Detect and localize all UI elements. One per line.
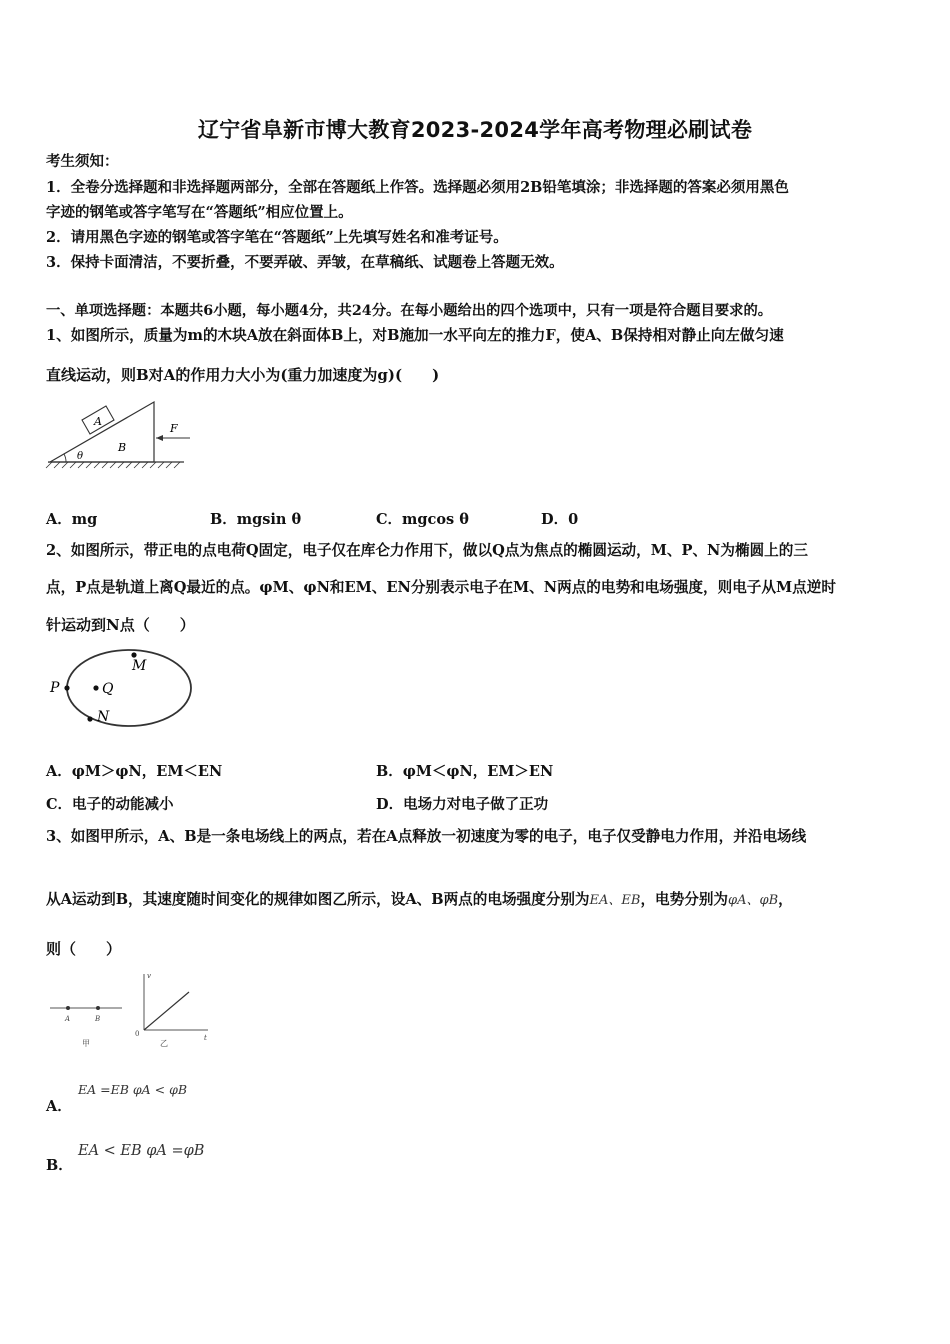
label-a: A bbox=[94, 415, 102, 428]
q2-text: 2、如图所示，带正电的点电荷Q固定，电子仅在库仑力作用下，做以Q点为焦点的椭圆运动，M、P、N为椭圆上的三 bbox=[46, 542, 808, 559]
q3-text: ， bbox=[778, 891, 793, 908]
page-title: 辽宁省阜新市博大教育2023-2024学年高考物理必刷试卷 bbox=[197, 118, 753, 142]
q2-text: 点，P点是轨道上离Q最近的点。φM、φN和EM、EN分别表示电子在M、N两点的电势和电场强度，则电子从M点逆时 bbox=[46, 579, 836, 596]
label-o: 0 bbox=[135, 1030, 140, 1038]
q3-text: 则（ ） bbox=[46, 940, 122, 958]
label-m: M bbox=[132, 658, 147, 674]
q3-math-e: EA、EB bbox=[589, 893, 641, 908]
q2-ellipse-figure bbox=[44, 646, 196, 732]
q3-text-line2 bbox=[46, 890, 793, 911]
label-v: v bbox=[147, 972, 151, 980]
q3-text: 从A运动到B，其速度随时间变化的规律如图乙所示，设A、B两点的电场强度分别为 bbox=[46, 891, 590, 908]
label-a: A bbox=[65, 1015, 71, 1023]
q1-option-d: D．0 bbox=[541, 511, 579, 528]
label-p: P bbox=[50, 680, 60, 696]
label-theta: θ bbox=[77, 451, 84, 462]
label-b: B bbox=[118, 441, 127, 454]
q3-text: ，电势分别为 bbox=[640, 891, 729, 908]
q3-option-a-math: EA =EB φA < φB bbox=[78, 1082, 188, 1097]
q2-option-c: C．电子的动能减小 bbox=[46, 796, 174, 813]
label-f: F bbox=[170, 422, 178, 435]
q1-option-a: A．mg bbox=[46, 511, 98, 528]
q2-option-b: B．φM＜φN，EM＞EN bbox=[376, 763, 554, 780]
q3-option-a-label: A． bbox=[46, 1098, 72, 1115]
q3-figures bbox=[46, 968, 216, 1050]
q1-option-c: C．mgcos θ bbox=[376, 511, 469, 528]
notice-line: 3．保持卡面清洁，不要折叠，不要弄破、弄皱，在草稿纸、试题卷上答题无效。 bbox=[46, 254, 564, 271]
q3-option-b-math: EA < EB φA =φB bbox=[78, 1143, 205, 1159]
q3-option-b-label: B． bbox=[46, 1157, 73, 1174]
q1-option-b: B．mgsin θ bbox=[210, 511, 302, 528]
label-jia: 甲 bbox=[82, 1039, 90, 1048]
label-yi: 乙 bbox=[160, 1039, 168, 1048]
q2-option-a: A．φM＞φN，EM＜EN bbox=[46, 763, 223, 780]
notice-heading: 考生须知： bbox=[46, 153, 119, 170]
q3-text: 3、如图甲所示，A、B是一条电场线上的两点，若在A点释放一初速度为零的电子，电子仅受静电力作用，并沿电场线 bbox=[46, 828, 807, 845]
section-header: 一、单项选择题：本题共6小题，每小题4分，共24分。在每小题给出的四个选项中，只有一项是符合题目要求的。 bbox=[46, 303, 773, 319]
q1-text: 1、如图所示，质量为m的木块A放在斜面体B上，对B施加一水平向左的推力F，使A、B保持相对静止向左做匀速 bbox=[46, 327, 784, 344]
label-q: Q bbox=[102, 681, 114, 697]
notice-line: 2．请用黑色字迹的钢笔或答字笔在“答题纸”上先填写姓名和准考证号。 bbox=[46, 229, 508, 246]
q2-option-d: D．电场力对电子做了正功 bbox=[376, 796, 549, 813]
q1-incline-figure bbox=[44, 396, 194, 472]
label-t: t bbox=[204, 1034, 207, 1042]
q3-math-phi: φA、φB bbox=[728, 893, 779, 908]
notice-line: 字迹的钢笔或答字笔写在“答题纸”相应位置上。 bbox=[46, 204, 353, 221]
label-b: B bbox=[95, 1015, 101, 1023]
q1-text: 直线运动，则B对A的作用力大小为(重力加速度为g)( ) bbox=[46, 366, 440, 384]
q2-text: 针运动到N点（ ） bbox=[46, 616, 195, 634]
label-n: N bbox=[97, 709, 110, 725]
notice-line: 1．全卷分选择题和非选择题两部分，全部在答题纸上作答。选择题必须用2B铅笔填涂；非选择题的答案必须用黑色 bbox=[46, 179, 789, 196]
